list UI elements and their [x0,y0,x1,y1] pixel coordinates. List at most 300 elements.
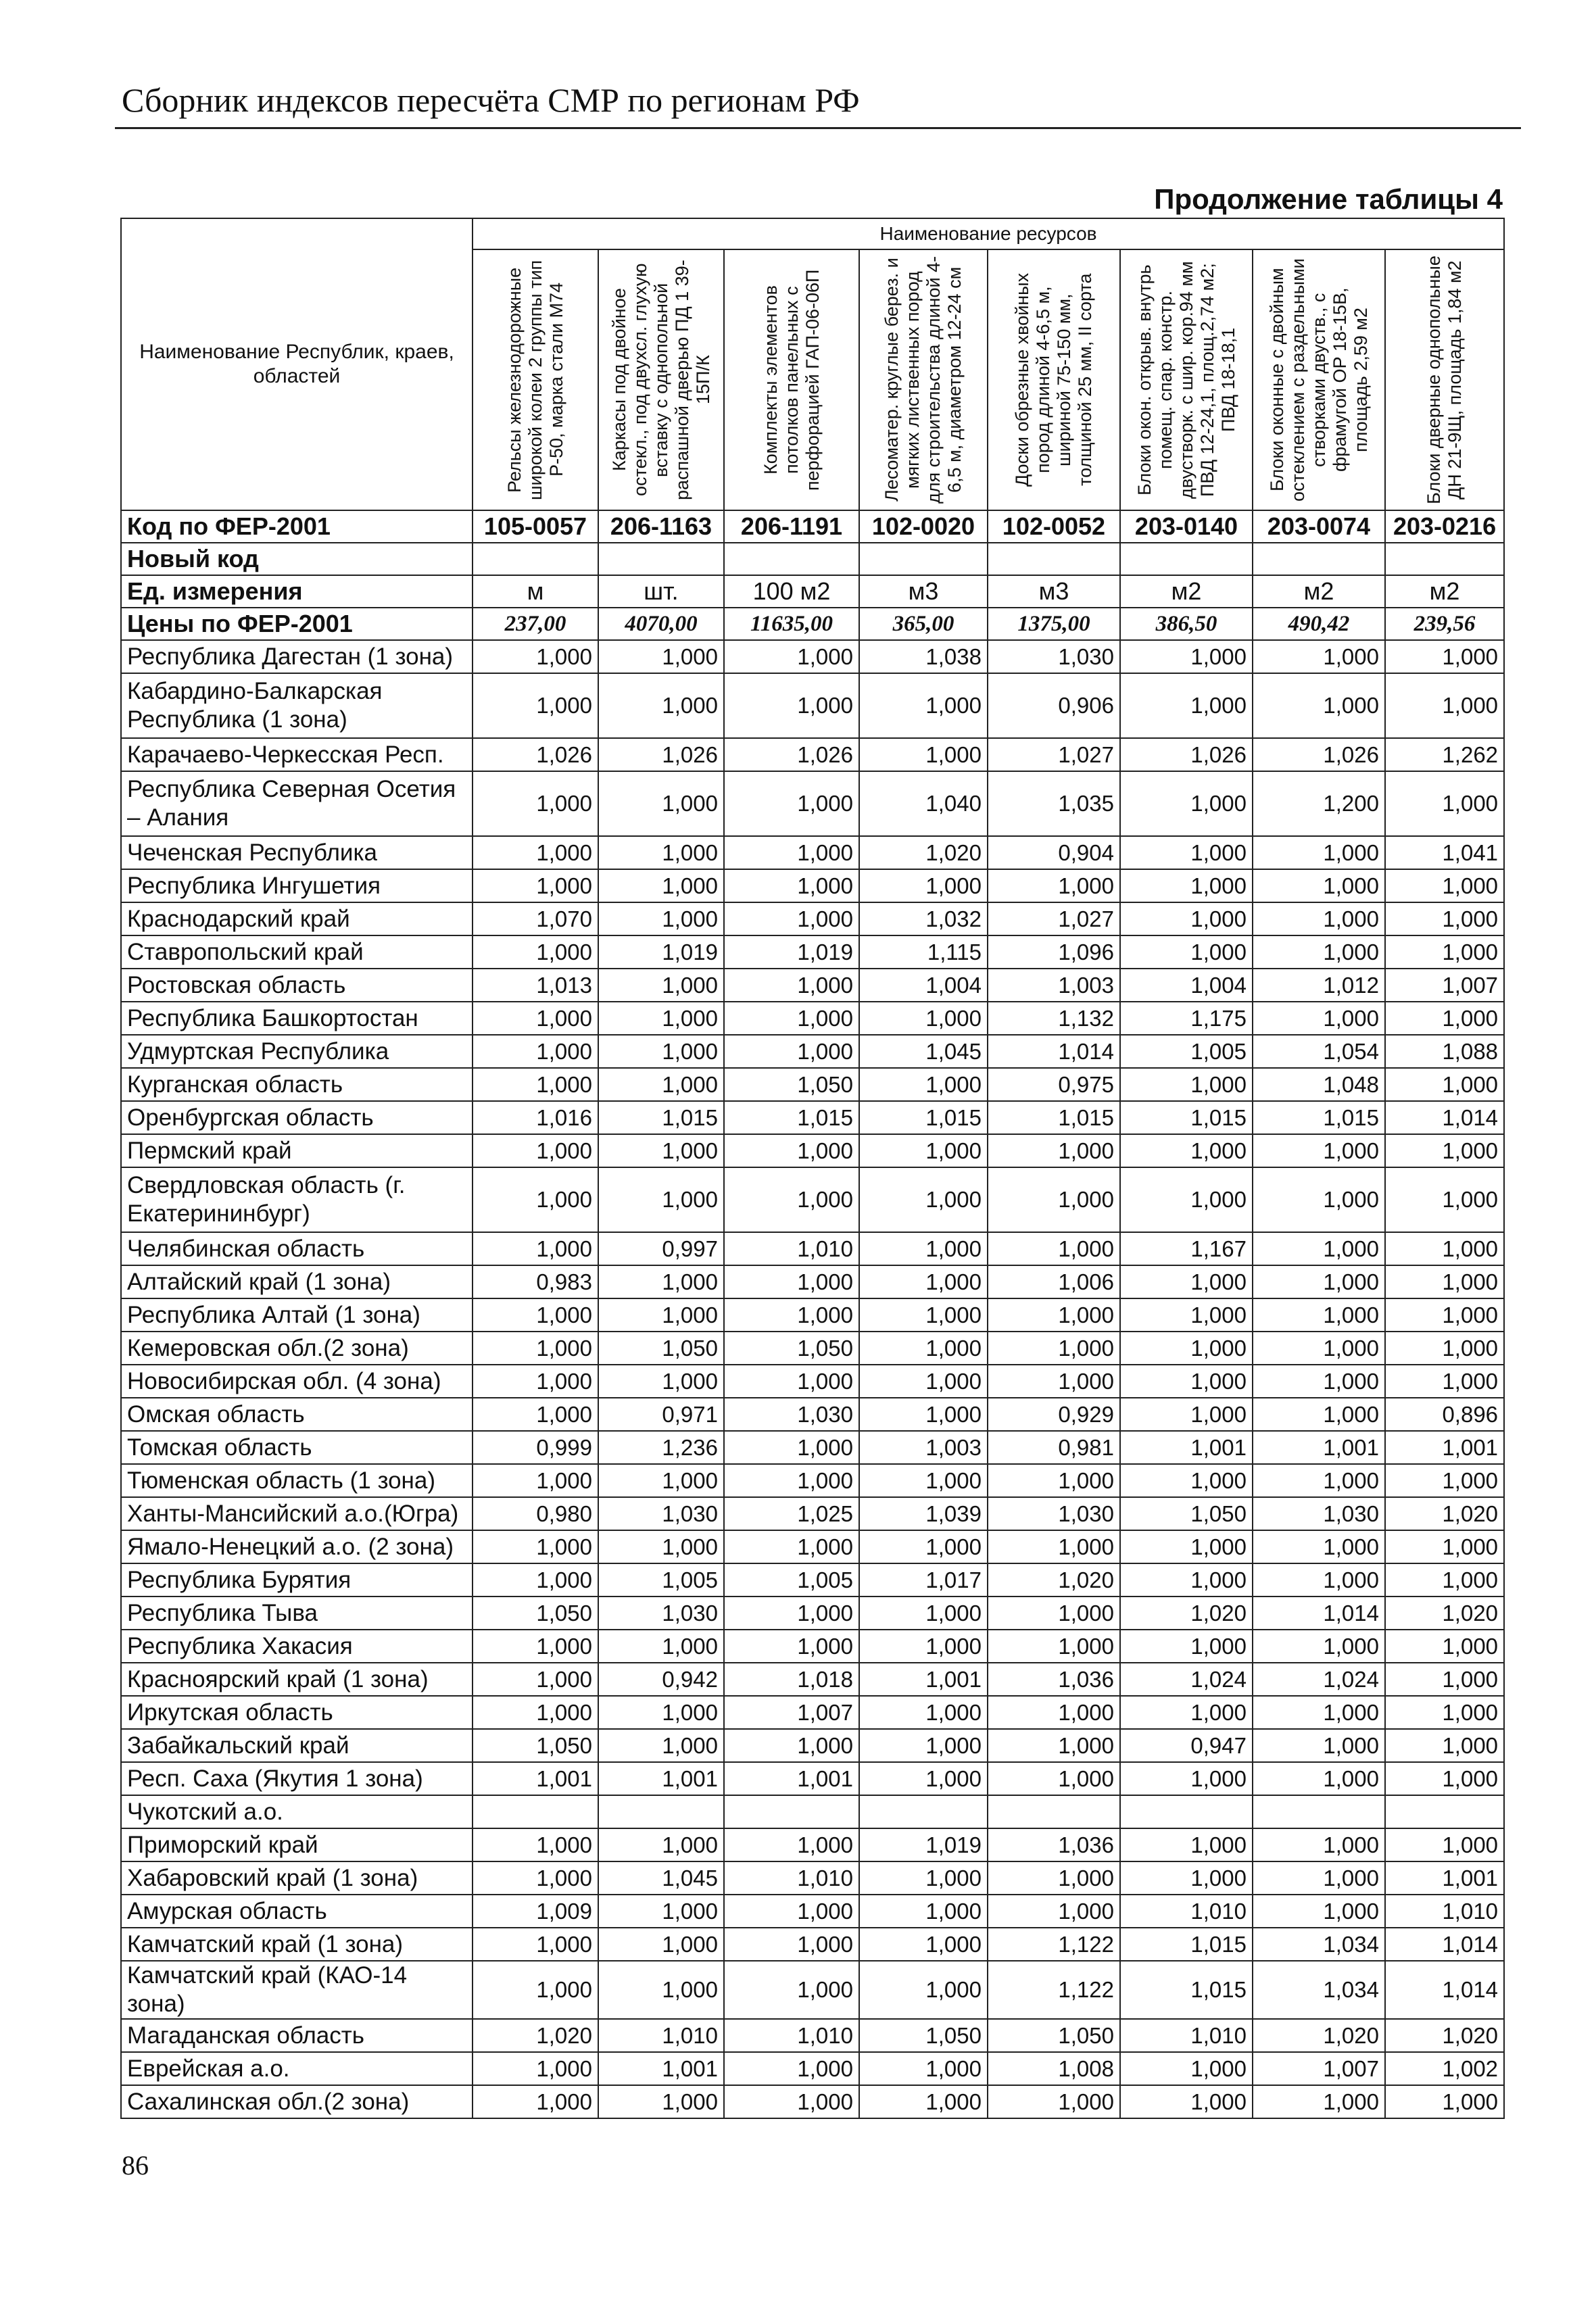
region-name-cell: Республика Тыва [121,1597,473,1630]
index-value-cell: 1,001 [598,1762,724,1795]
index-value-cell: 1,000 [988,1232,1120,1265]
index-value-cell: 0,997 [598,1232,724,1265]
resource-price-cell: 386,50 [1120,608,1253,640]
index-value-cell: 1,000 [1253,1232,1385,1265]
index-value-cell: 1,000 [724,902,859,935]
index-value-cell: 1,132 [988,1002,1120,1035]
index-value-cell: 1,000 [1120,902,1253,935]
index-value-cell: 1,015 [724,1101,859,1134]
resource-name-header [859,249,988,510]
index-value-cell: 1,000 [473,869,598,902]
index-value-cell: 0,983 [473,1265,598,1298]
index-value-cell: 1,000 [473,1530,598,1563]
index-value-cell: 1,000 [859,1464,988,1497]
resource-name-header [988,249,1120,510]
index-value-cell: 1,016 [473,1101,598,1134]
index-value-cell: 1,000 [1385,771,1504,836]
index-value-cell: 1,000 [859,1002,988,1035]
resource-new-code-cell [1385,543,1504,575]
index-value-cell: 1,000 [473,1961,598,2019]
index-value-cell: 1,001 [1385,1431,1504,1464]
index-value-cell: 1,000 [1253,1895,1385,1928]
index-value-cell: 1,000 [1385,1630,1504,1663]
index-value-cell: 1,000 [1385,1828,1504,1861]
index-value-cell: 1,000 [1385,1663,1504,1696]
resource-unit-cell: м2 [1253,575,1385,608]
index-value-cell: 1,026 [473,738,598,771]
page-number: 86 [122,2150,149,2180]
index-value-cell: 1,000 [1385,1265,1504,1298]
index-value-cell: 1,000 [859,1298,988,1332]
index-value-cell: 1,000 [1120,1298,1253,1332]
table-row [121,1961,1504,2019]
index-value-cell: 1,020 [1253,2019,1385,2052]
index-value-cell: 1,050 [598,1332,724,1365]
region-name-cell: Чукотский а.о. [121,1795,473,1828]
region-name-cell: Пермский край [121,1134,473,1167]
index-value-cell: 1,000 [473,836,598,869]
index-value-cell: 1,000 [598,640,724,673]
resource-new-code-cell [473,543,598,575]
index-value-cell: 1,000 [598,2085,724,2118]
resource-name-text: Блоки окон. открыв. внутрь помещ. спар. констр. двустворк. с шир. кор.94 мм ПВД 12-24,1, площ.2,74 м2; ПВД 18-18,1 [1134,261,1238,499]
index-value-cell: 1,000 [724,1530,859,1563]
resource-code-cell: 203-0140 [1120,510,1253,543]
index-value-cell: 1,000 [473,1563,598,1597]
index-value-cell: 1,000 [1120,1332,1253,1365]
index-value-cell: 1,000 [859,1068,988,1101]
index-value-cell: 1,000 [1120,935,1253,969]
index-value-cell: 1,000 [724,1002,859,1035]
table-row [121,1663,1504,1696]
index-value-cell: 1,000 [1120,1167,1253,1232]
resource-name-text: Комплекты элементов потолков панельных с перфорацией ГАП-06-06П [760,269,823,491]
index-value-cell [988,1795,1120,1828]
index-value-cell: 1,000 [724,2052,859,2085]
index-value-cell: 1,000 [473,1298,598,1332]
index-value-cell: 0,981 [988,1431,1120,1464]
index-value-cell: 1,000 [724,1729,859,1762]
index-value-cell: 1,000 [724,1928,859,1961]
resource-unit-cell: шт. [598,575,724,608]
index-value-cell: 0,980 [473,1497,598,1530]
index-value-cell: 1,015 [598,1101,724,1134]
resource-unit-cell: м3 [859,575,988,608]
index-value-cell: 1,018 [724,1663,859,1696]
table-head [121,218,1504,510]
index-value-cell: 1,000 [1253,935,1385,969]
index-value-cell: 1,000 [859,1265,988,1298]
index-value-cell: 1,262 [1385,738,1504,771]
index-value-cell: 1,000 [1385,902,1504,935]
region-name-cell: Камчатский край (1 зона) [121,1928,473,1961]
table-row [121,935,1504,969]
index-value-cell: 1,000 [1120,1265,1253,1298]
index-value-cell: 1,024 [1120,1663,1253,1696]
region-name-cell: Магаданская область [121,2019,473,2052]
resource-unit-cell: м2 [1120,575,1253,608]
index-value-cell: 1,001 [724,1762,859,1795]
index-value-cell: 1,000 [859,1961,988,2019]
index-value-cell: 1,000 [598,836,724,869]
index-value-cell: 1,000 [859,1895,988,1928]
index-value-cell: 1,010 [1385,1895,1504,1928]
table-row [121,1232,1504,1265]
index-value-cell: 1,000 [598,1696,724,1729]
table-row [121,1464,1504,1497]
index-value-cell: 1,020 [1385,1497,1504,1530]
index-value-cell: 1,010 [1120,1895,1253,1928]
index-value-cell: 1,001 [1120,1431,1253,1464]
index-value-cell: 1,000 [988,1365,1120,1398]
region-name-cell: Томская область [121,1431,473,1464]
table-row [121,1928,1504,1961]
region-name-cell: Забайкальский край [121,1729,473,1762]
region-name-cell: Ямало-Ненецкий а.о. (2 зона) [121,1530,473,1563]
table-row [121,902,1504,935]
index-value-cell: 1,050 [473,1597,598,1630]
index-value-cell: 1,036 [988,1663,1120,1696]
resource-code-cell: 206-1163 [598,510,724,543]
index-value-cell: 1,025 [724,1497,859,1530]
table-row [121,673,1504,738]
index-value-cell: 1,004 [859,969,988,1002]
index-value-cell: 1,014 [1385,1101,1504,1134]
index-value-cell: 1,000 [724,771,859,836]
region-name-cell: Ставропольский край [121,935,473,969]
region-name-cell: Тюменская область (1 зона) [121,1464,473,1497]
index-value-cell: 1,000 [598,1068,724,1101]
index-value-cell: 1,000 [473,640,598,673]
region-name-cell: Алтайский край (1 зона) [121,1265,473,1298]
resource-new-code-cell [598,543,724,575]
index-value-cell: 1,000 [1253,1530,1385,1563]
table-row [121,738,1504,771]
region-name-cell: Респ. Саха (Якутия 1 зона) [121,1762,473,1795]
index-value-cell: 1,014 [1385,1961,1504,2019]
index-value-cell: 1,000 [988,1298,1120,1332]
resource-name-text: Блоки дверные однопольные ДН 21-9Щ, площадь 1,84 м2 [1424,255,1466,504]
index-value-cell: 1,000 [859,2052,988,2085]
index-value-cell: 1,000 [1120,1464,1253,1497]
index-value-cell: 1,013 [473,969,598,1002]
index-value-cell: 1,040 [859,771,988,836]
unit-row [121,575,1504,608]
index-value-cell: 1,000 [473,2085,598,2118]
index-value-cell: 1,000 [988,1630,1120,1663]
index-value-cell: 1,000 [1120,673,1253,738]
table-row [121,1068,1504,1101]
index-value-cell: 1,000 [1385,1232,1504,1265]
index-value-cell: 1,000 [724,1895,859,1928]
table-continuation-label: Продолжение таблицы 4 [1154,183,1503,215]
table-row [121,2019,1504,2052]
index-value-cell: 1,006 [988,1265,1120,1298]
index-value-cell: 1,000 [473,1167,598,1232]
index-value-cell: 1,000 [473,1928,598,1961]
index-value-cell: 1,000 [1120,1861,1253,1895]
index-value-cell: 1,000 [598,1002,724,1035]
resource-code-cell: 102-0020 [859,510,988,543]
index-value-cell: 1,000 [859,1232,988,1265]
index-value-cell [1120,1795,1253,1828]
index-value-cell: 1,000 [859,1597,988,1630]
index-value-cell: 1,000 [724,1961,859,2019]
index-value-cell: 1,000 [598,1167,724,1232]
resource-code-cell: 203-0074 [1253,510,1385,543]
index-value-cell: 1,000 [859,869,988,902]
resource-price-cell: 1375,00 [988,608,1120,640]
region-name-cell: Сахалинская обл.(2 зона) [121,2085,473,2118]
index-value-cell: 1,167 [1120,1232,1253,1265]
index-value-cell: 1,000 [1120,1530,1253,1563]
index-value-cell: 1,050 [1120,1497,1253,1530]
index-value-cell: 0,999 [473,1431,598,1464]
price-row [121,608,1504,640]
index-value-cell: 1,000 [724,1298,859,1332]
region-name-cell: Курганская область [121,1068,473,1101]
region-name-cell: Республика Ингушетия [121,869,473,902]
index-value-cell: 1,000 [473,1134,598,1167]
index-value-cell: 1,000 [1385,1167,1504,1232]
index-value-cell: 1,001 [473,1762,598,1795]
region-name-cell: Республика Башкортостан [121,1002,473,1035]
region-name-cell: Республика Дагестан (1 зона) [121,640,473,673]
index-value-cell: 1,000 [724,1134,859,1167]
index-value-cell: 1,000 [859,1134,988,1167]
index-value-cell: 1,050 [724,1068,859,1101]
region-name-cell: Еврейская а.о. [121,2052,473,2085]
index-value-cell: 1,000 [859,738,988,771]
index-value-cell: 1,000 [598,1134,724,1167]
index-value-cell: 1,000 [598,771,724,836]
region-name-cell: Красноярский край (1 зона) [121,1663,473,1696]
index-value-cell: 1,036 [988,1828,1120,1861]
index-value-cell: 1,000 [1253,1563,1385,1597]
index-value-cell: 1,000 [1385,1563,1504,1597]
index-value-cell: 1,014 [1253,1597,1385,1630]
resource-group-header: Наименование ресурсов [473,218,1504,249]
index-value-cell: 1,000 [988,1167,1120,1232]
table-row [121,2085,1504,2118]
resource-new-code-cell [859,543,988,575]
index-value-cell: 1,039 [859,1497,988,1530]
index-value-cell: 1,000 [859,1332,988,1365]
index-value-cell: 1,001 [1385,1861,1504,1895]
index-value-cell: 1,027 [988,738,1120,771]
index-value-cell: 1,004 [1120,969,1253,1002]
region-name-cell: Хабаровский край (1 зона) [121,1861,473,1895]
index-value-cell: 1,000 [1120,1696,1253,1729]
index-value-cell: 1,000 [988,1729,1120,1762]
table-row [121,1002,1504,1035]
index-value-cell: 1,054 [1253,1035,1385,1068]
index-value-cell: 1,000 [1385,1332,1504,1365]
table-row [121,1134,1504,1167]
index-value-cell: 1,000 [1253,1861,1385,1895]
table-row [121,1035,1504,1068]
index-value-cell: 1,038 [859,640,988,673]
index-value-cell: 1,000 [598,1630,724,1663]
index-value-cell: 1,000 [859,1861,988,1895]
index-value-cell: 0,942 [598,1663,724,1696]
index-value-cell: 1,007 [1385,969,1504,1002]
index-value-cell: 1,010 [598,2019,724,2052]
header-rule [115,127,1521,129]
index-value-cell: 1,000 [473,1630,598,1663]
region-name-cell: Республика Бурятия [121,1563,473,1597]
index-value-cell: 1,001 [1253,1431,1385,1464]
index-value-cell: 1,000 [988,1597,1120,1630]
index-value-cell: 1,045 [598,1861,724,1895]
index-value-cell: 1,000 [1120,2052,1253,2085]
region-name-cell: Челябинская область [121,1232,473,1265]
index-value-cell: 1,000 [724,1597,859,1630]
index-value-cell: 1,026 [598,738,724,771]
resource-new-code-cell [1120,543,1253,575]
index-value-cell: 1,000 [598,1530,724,1563]
index-value-cell: 1,000 [1253,1398,1385,1431]
index-value-cell: 1,000 [1253,1762,1385,1795]
index-value-cell: 0,975 [988,1068,1120,1101]
index-value-cell: 1,000 [724,1630,859,1663]
index-value-cell: 1,000 [598,1365,724,1398]
table-row [121,1630,1504,1663]
index-value-cell: 1,000 [1385,673,1504,738]
index-value-cell: 1,010 [724,1861,859,1895]
resource-unit-cell: м2 [1385,575,1504,608]
index-value-cell: 1,010 [724,1232,859,1265]
index-value-cell: 0,896 [1385,1398,1504,1431]
table-row [121,1365,1504,1398]
index-value-cell: 1,009 [473,1895,598,1928]
index-value-cell: 1,000 [988,1696,1120,1729]
index-value-cell: 1,000 [988,1134,1120,1167]
index-value-cell: 1,000 [1253,1134,1385,1167]
index-value-cell: 1,000 [1120,771,1253,836]
table-row [121,1895,1504,1928]
index-value-cell: 1,088 [1385,1035,1504,1068]
table-row [121,1431,1504,1464]
table-row [121,1332,1504,1365]
index-value-cell: 1,000 [1253,1298,1385,1332]
index-value-cell [1253,1795,1385,1828]
index-value-cell: 1,000 [473,935,598,969]
index-value-cell: 1,034 [1253,1928,1385,1961]
index-value-cell: 1,015 [1253,1101,1385,1134]
resource-name-text: Доски обрезные хвойных пород длиной 4-6,5 м, шириной 75-150 мм, толщиной 25 мм, II сорта [1012,272,1095,487]
index-value-cell: 1,000 [1385,1134,1504,1167]
index-value-cell: 1,000 [859,1928,988,1961]
table-row [121,1795,1504,1828]
index-value-cell: 1,000 [598,673,724,738]
index-value-cell [724,1795,859,1828]
index-value-cell: 1,000 [859,1762,988,1795]
index-value-cell: 1,015 [1120,1928,1253,1961]
index-value-cell: 1,000 [1120,1828,1253,1861]
index-value-cell: 1,000 [473,1332,598,1365]
index-value-cell: 1,000 [859,1365,988,1398]
index-value-cell: 1,000 [724,640,859,673]
resource-new-code-cell [988,543,1120,575]
region-name-cell: Приморский край [121,1828,473,1861]
table-row [121,771,1504,836]
index-value-cell: 1,020 [1385,1597,1504,1630]
index-value-cell: 1,000 [598,869,724,902]
resource-price-cell: 237,00 [473,608,598,640]
index-value-cell: 1,020 [988,1563,1120,1597]
resource-name-text: Рельсы железнодорожные широкой колеи 2 группы тип Р-50, марка стали М74 [504,260,566,500]
index-value-cell: 1,000 [859,1630,988,1663]
page-header-title: Сборник индексов пересчёта СМР по регионам РФ [122,81,860,119]
region-name-cell: Новосибирская обл. (4 зона) [121,1365,473,1398]
index-value-cell: 1,034 [1253,1961,1385,2019]
table-row [121,1265,1504,1298]
index-value-cell: 1,200 [1253,771,1385,836]
index-value-cell: 1,096 [988,935,1120,969]
table-row [121,969,1504,1002]
index-value-cell: 1,015 [988,1101,1120,1134]
index-value-cell: 1,000 [1253,673,1385,738]
region-name-cell: Ростовская область [121,969,473,1002]
index-value-cell: 1,027 [988,902,1120,935]
index-value-cell: 1,000 [473,1464,598,1497]
resource-code-cell: 206-1191 [724,510,859,543]
index-value-cell: 1,000 [1253,902,1385,935]
index-value-cell: 1,000 [473,771,598,836]
index-value-cell: 1,000 [724,1365,859,1398]
resource-name-header [598,249,724,510]
table-row [121,1101,1504,1134]
table-row [121,1398,1504,1431]
region-name-header: Наименование Республик, краев, областей [121,218,473,510]
index-value-cell: 1,005 [598,1563,724,1597]
index-value-cell: 1,115 [859,935,988,969]
index-value-cell: 1,000 [473,1232,598,1265]
index-value-cell: 1,000 [1253,1002,1385,1035]
index-value-cell: 1,000 [1253,1365,1385,1398]
region-name-cell: Оренбургская область [121,1101,473,1134]
index-value-cell: 1,050 [724,1332,859,1365]
index-value-cell: 1,000 [724,673,859,738]
region-name-cell: Республика Северная Осетия – Алания [121,771,473,836]
index-value-cell: 1,015 [859,1101,988,1134]
table-row [121,1167,1504,1232]
index-value-cell: 1,175 [1120,1002,1253,1035]
table-row [121,1597,1504,1630]
table-row [121,2052,1504,2085]
resource-code-cell: 203-0216 [1385,510,1504,543]
index-value-cell: 1,050 [859,2019,988,2052]
index-value-cell: 1,005 [1120,1035,1253,1068]
index-value-cell: 1,000 [473,1002,598,1035]
code-row-label: Код по ФЕР-2001 [121,510,473,543]
table-body [121,510,1504,2118]
index-value-cell: 1,000 [473,1398,598,1431]
index-value-cell: 1,026 [724,738,859,771]
resource-name-text: Каркасы под двойное остекл., под двухсл. глухую вставку с однопольной распашной дверью ПД 1 39-15П/К [608,260,713,500]
index-value-cell: 1,000 [1253,1828,1385,1861]
table-row [121,836,1504,869]
index-value-cell: 1,030 [988,1497,1120,1530]
table-row [121,1298,1504,1332]
resource-name-header [1385,249,1504,510]
index-value-cell: 1,000 [724,1167,859,1232]
index-value-cell: 1,070 [473,902,598,935]
index-value-cell: 1,000 [1120,1365,1253,1398]
index-value-cell: 1,000 [1385,1696,1504,1729]
table-row [121,1563,1504,1597]
